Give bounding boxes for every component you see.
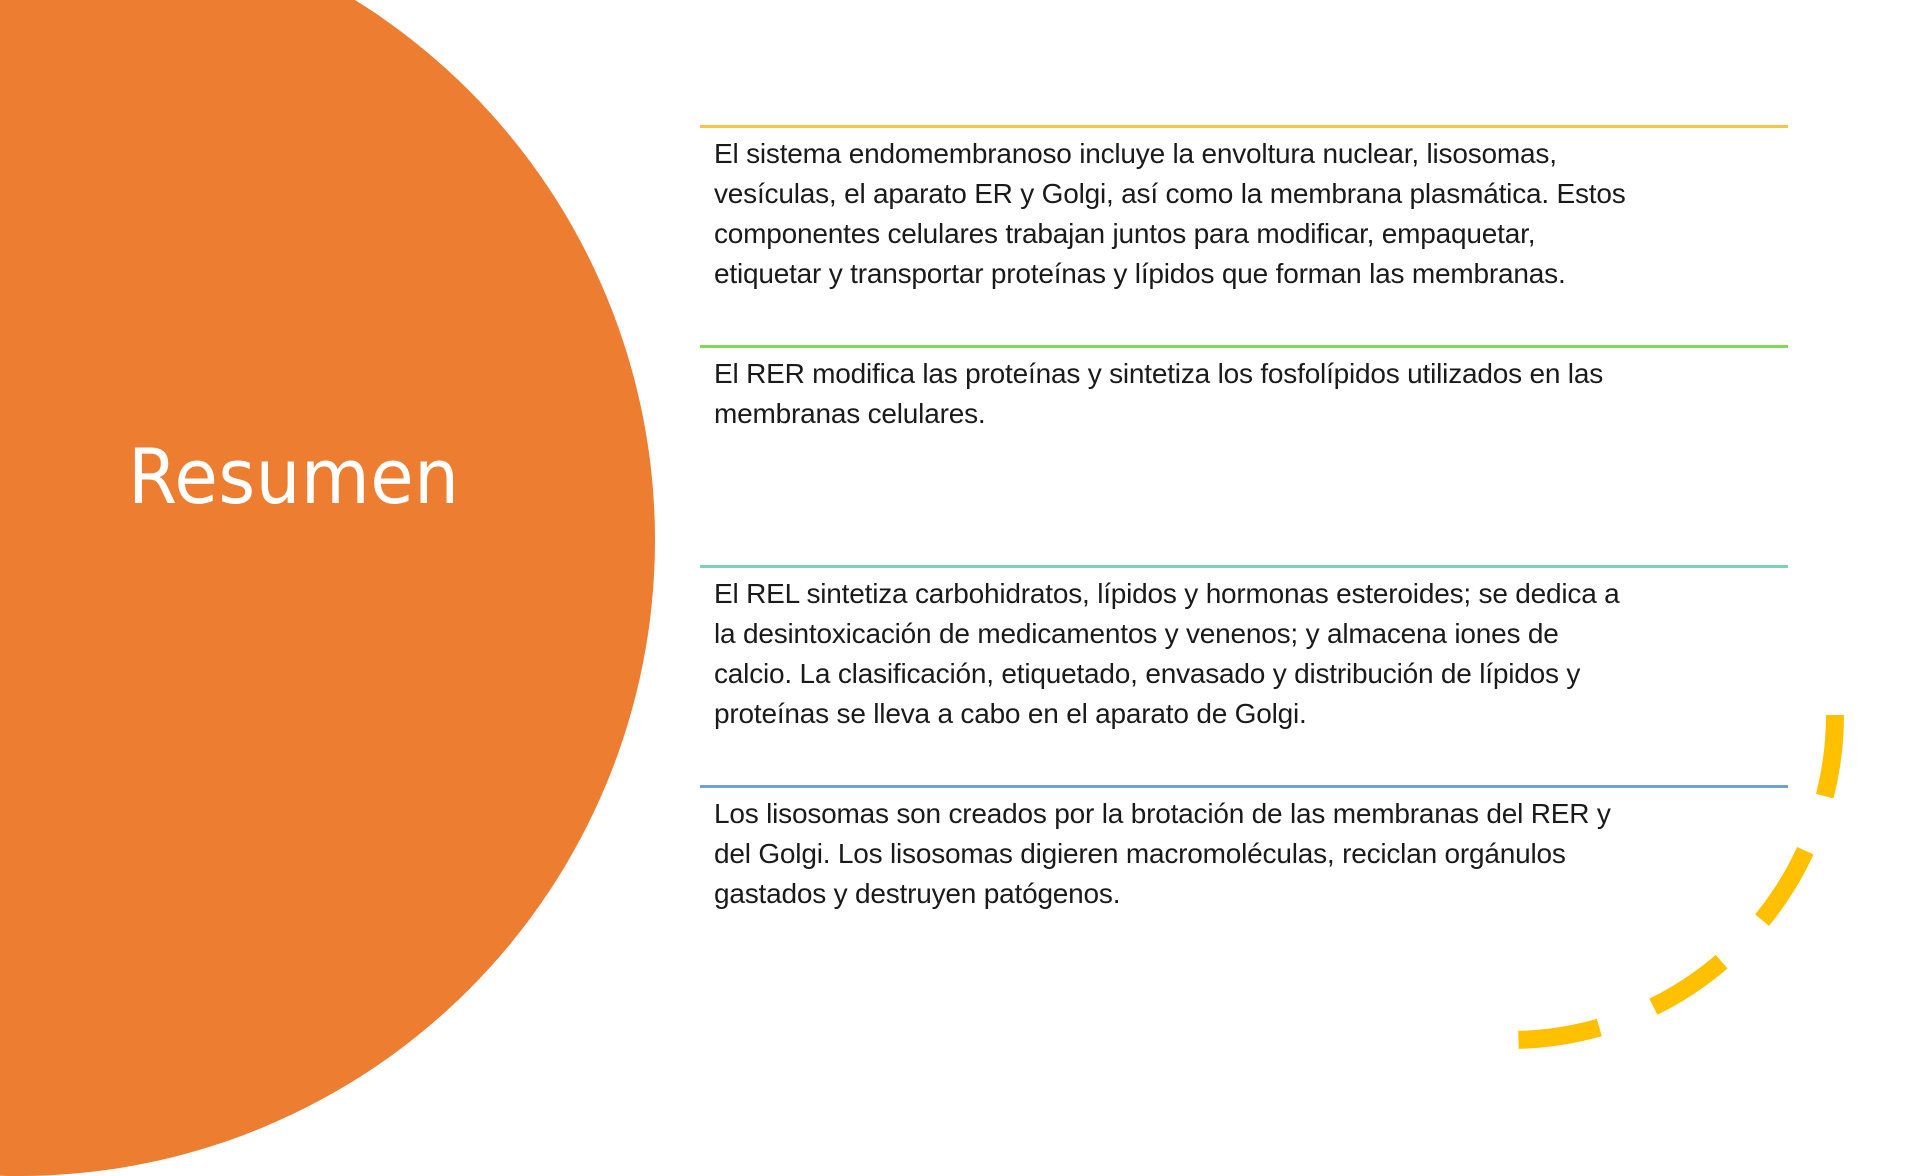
text-line: componentes celulares trabajan juntos para modificar, empaquetar, <box>714 218 1536 249</box>
text-line: El REL sintetiza carbohidratos, lípidos y hormonas esteroides; se dedica a <box>714 578 1620 609</box>
slide-title: Resumen <box>128 432 460 521</box>
text-line: membranas celulares. <box>714 398 986 429</box>
text-line: Los lisosomas son creados por la brotación de las membranas del RER y <box>714 798 1611 829</box>
text-line: vesículas, el aparato ER y Golgi, así como la membrana plasmática. Estos <box>714 178 1626 209</box>
text-line: proteínas se lleva a cabo en el aparato de Golgi. <box>714 698 1307 729</box>
text-line: del Golgi. Los lisosomas digieren macromoléculas, reciclan orgánulos <box>714 838 1566 869</box>
text-line: gastados y destruyen patógenos. <box>714 878 1121 909</box>
text-line: El sistema endomembranoso incluye la envoltura nuclear, lisosomas, <box>714 138 1557 169</box>
text-line: etiquetar y transportar proteínas y lípidos que forman las membranas. <box>714 258 1566 289</box>
text-line: El RER modifica las proteínas y sintetiza los fosfolípidos utilizados en las <box>714 358 1604 389</box>
text-line: la desintoxicación de medicamentos y venenos; y almacena iones de <box>714 618 1559 649</box>
text-line: calcio. La clasificación, etiquetado, envasado y distribución de lípidos y <box>714 658 1581 689</box>
